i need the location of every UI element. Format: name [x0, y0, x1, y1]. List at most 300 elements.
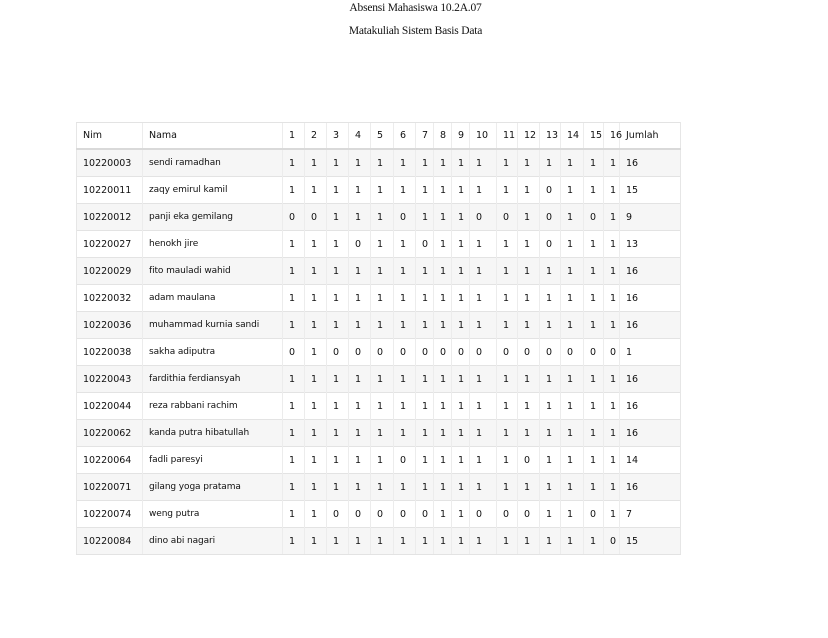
attendance-cell: 0: [416, 231, 434, 258]
attendance-cell: 1: [452, 420, 470, 447]
attendance-cell: 1: [327, 528, 349, 555]
report-title: Absensi Mahasiswa 10.2A.07: [349, 2, 482, 14]
attendance-cell: 1: [349, 177, 371, 204]
attendance-cell: 1: [604, 177, 620, 204]
attendance-cell: 1: [371, 149, 394, 177]
attendance-cell: 1: [470, 285, 497, 312]
attendance-cell: 1: [371, 528, 394, 555]
attendance-cell: 1: [394, 149, 416, 177]
attendance-cell: 1: [452, 149, 470, 177]
table-row: [77, 339, 681, 366]
attendance-cell: 1: [604, 366, 620, 393]
attendance-cell: 1: [394, 393, 416, 420]
table-row: [77, 231, 681, 258]
attendance-cell: 1: [416, 177, 434, 204]
attendance-cell: 1: [283, 501, 305, 528]
jumlah-cell: 16: [620, 420, 681, 447]
attendance-cell: 1: [371, 393, 394, 420]
attendance-cell: 1: [561, 366, 584, 393]
attendance-cell: 1: [561, 420, 584, 447]
attendance-cell: 1: [561, 177, 584, 204]
attendance-cell: 0: [470, 501, 497, 528]
attendance-cell: 1: [434, 231, 452, 258]
attendance-cell: 1: [604, 474, 620, 501]
jumlah-cell: 16: [620, 366, 681, 393]
attendance-cell: 1: [434, 149, 452, 177]
attendance-cell: 1: [452, 366, 470, 393]
attendance-cell: 1: [327, 366, 349, 393]
column-header-meeting-13: 13: [540, 123, 561, 150]
attendance-cell: 1: [452, 285, 470, 312]
attendance-cell: 1: [540, 393, 561, 420]
attendance-cell: 1: [497, 528, 518, 555]
column-header-meeting-2: 2: [305, 123, 327, 150]
attendance-cell: 1: [305, 149, 327, 177]
attendance-cell: 1: [327, 420, 349, 447]
attendance-cell: 1: [416, 474, 434, 501]
attendance-cell: 1: [561, 312, 584, 339]
attendance-cell: 1: [518, 312, 540, 339]
jumlah-cell: 16: [620, 474, 681, 501]
nim-cell: 10220029: [77, 258, 143, 285]
attendance-cell: 0: [604, 339, 620, 366]
attendance-cell: 1: [584, 447, 604, 474]
table-body: [77, 149, 681, 555]
jumlah-cell: 16: [620, 149, 681, 177]
column-header-meeting-5: 5: [371, 123, 394, 150]
attendance-cell: 1: [327, 285, 349, 312]
attendance-cell: 1: [327, 447, 349, 474]
attendance-cell: 0: [540, 231, 561, 258]
attendance-cell: 1: [604, 285, 620, 312]
attendance-cell: 1: [305, 447, 327, 474]
attendance-cell: 1: [371, 258, 394, 285]
attendance-cell: 1: [452, 204, 470, 231]
attendance-cell: 1: [394, 420, 416, 447]
attendance-cell: 1: [561, 285, 584, 312]
attendance-cell: 1: [434, 312, 452, 339]
attendance-cell: 1: [452, 258, 470, 285]
attendance-cell: 0: [604, 528, 620, 555]
table-row: [77, 204, 681, 231]
attendance-cell: 1: [604, 312, 620, 339]
attendance-cell: 0: [584, 501, 604, 528]
attendance-cell: 1: [540, 447, 561, 474]
table-row: [77, 177, 681, 204]
attendance-cell: 1: [283, 366, 305, 393]
attendance-cell: 1: [394, 366, 416, 393]
attendance-cell: 1: [518, 258, 540, 285]
attendance-cell: 1: [327, 231, 349, 258]
attendance-cell: 1: [561, 393, 584, 420]
attendance-cell: 1: [283, 447, 305, 474]
nama-cell: sakha adiputra: [143, 339, 283, 366]
attendance-cell: 0: [327, 339, 349, 366]
attendance-cell: 1: [394, 528, 416, 555]
attendance-cell: 1: [497, 474, 518, 501]
attendance-cell: 1: [584, 231, 604, 258]
attendance-cell: 1: [349, 149, 371, 177]
nim-cell: 10220027: [77, 231, 143, 258]
nim-cell: 10220012: [77, 204, 143, 231]
attendance-cell: 1: [561, 501, 584, 528]
attendance-cell: 0: [497, 204, 518, 231]
attendance-cell: 1: [470, 393, 497, 420]
attendance-cell: 1: [497, 231, 518, 258]
attendance-cell: 1: [371, 285, 394, 312]
attendance-cell: 1: [470, 474, 497, 501]
nim-cell: 10220036: [77, 312, 143, 339]
attendance-cell: 1: [518, 177, 540, 204]
nim-cell: 10220071: [77, 474, 143, 501]
column-header-meeting-3: 3: [327, 123, 349, 150]
attendance-cell: 1: [349, 366, 371, 393]
attendance-cell: 1: [283, 420, 305, 447]
table-row: [77, 149, 681, 177]
attendance-cell: 1: [283, 312, 305, 339]
attendance-cell: 0: [394, 339, 416, 366]
nama-cell: fito mauladi wahid: [143, 258, 283, 285]
attendance-cell: 1: [434, 447, 452, 474]
attendance-cell: 1: [416, 258, 434, 285]
attendance-cell: 0: [452, 339, 470, 366]
attendance-cell: 0: [497, 501, 518, 528]
attendance-cell: 1: [497, 366, 518, 393]
nama-cell: panji eka gemilang: [143, 204, 283, 231]
attendance-cell: 1: [561, 258, 584, 285]
jumlah-cell: 16: [620, 312, 681, 339]
attendance-cell: 0: [349, 501, 371, 528]
attendance-cell: 1: [305, 258, 327, 285]
nim-cell: 10220084: [77, 528, 143, 555]
attendance-cell: 1: [394, 231, 416, 258]
attendance-cell: 1: [434, 177, 452, 204]
attendance-cell: 0: [349, 231, 371, 258]
attendance-cell: 1: [283, 474, 305, 501]
attendance-cell: 1: [452, 312, 470, 339]
table-row: [77, 501, 681, 528]
nama-cell: fardithia ferdiansyah: [143, 366, 283, 393]
attendance-cell: 0: [540, 177, 561, 204]
column-header-nim: Nim: [77, 123, 143, 150]
nama-cell: muhammad kurnia sandi: [143, 312, 283, 339]
table-row: [77, 447, 681, 474]
attendance-cell: 1: [349, 285, 371, 312]
attendance-cell: 1: [416, 528, 434, 555]
attendance-cell: 0: [584, 339, 604, 366]
attendance-cell: 1: [371, 447, 394, 474]
attendance-cell: 0: [540, 204, 561, 231]
jumlah-cell: 13: [620, 231, 681, 258]
nama-cell: reza rabbani rachim: [143, 393, 283, 420]
attendance-cell: 1: [305, 312, 327, 339]
attendance-cell: 1: [327, 149, 349, 177]
attendance-cell: 1: [518, 149, 540, 177]
attendance-cell: 1: [540, 366, 561, 393]
attendance-cell: 1: [561, 231, 584, 258]
attendance-cell: 1: [604, 204, 620, 231]
attendance-cell: 1: [394, 258, 416, 285]
attendance-cell: 1: [518, 474, 540, 501]
attendance-cell: 1: [434, 420, 452, 447]
nama-cell: sendi ramadhan: [143, 149, 283, 177]
attendance-cell: 1: [349, 528, 371, 555]
attendance-cell: 1: [540, 474, 561, 501]
attendance-cell: 1: [518, 528, 540, 555]
attendance-cell: 1: [434, 258, 452, 285]
column-header-meeting-15: 15: [584, 123, 604, 150]
attendance-cell: 1: [416, 204, 434, 231]
jumlah-cell: 7: [620, 501, 681, 528]
table-row: [77, 258, 681, 285]
attendance-cell: 1: [470, 312, 497, 339]
attendance-cell: 0: [518, 339, 540, 366]
attendance-cell: 1: [371, 204, 394, 231]
attendance-cell: 1: [584, 258, 604, 285]
attendance-cell: 1: [452, 501, 470, 528]
table-row: [77, 366, 681, 393]
attendance-cell: 1: [452, 231, 470, 258]
attendance-cell: 0: [416, 501, 434, 528]
attendance-cell: 0: [561, 339, 584, 366]
attendance-cell: 1: [416, 447, 434, 474]
attendance-cell: 1: [470, 420, 497, 447]
table-header: [77, 123, 681, 150]
report-subtitle: Matakuliah Sistem Basis Data: [348, 25, 483, 37]
attendance-cell: 1: [434, 285, 452, 312]
attendance-cell: 0: [518, 447, 540, 474]
attendance-cell: 1: [434, 528, 452, 555]
attendance-cell: 1: [327, 204, 349, 231]
attendance-cell: 1: [561, 528, 584, 555]
attendance-cell: 1: [305, 285, 327, 312]
attendance-cell: 1: [434, 501, 452, 528]
attendance-cell: 1: [584, 393, 604, 420]
column-header-meeting-10: 10: [470, 123, 497, 150]
attendance-cell: 1: [416, 149, 434, 177]
attendance-cell: 0: [283, 339, 305, 366]
attendance-cell: 1: [470, 528, 497, 555]
attendance-cell: 1: [394, 177, 416, 204]
attendance-cell: 1: [349, 258, 371, 285]
attendance-cell: 0: [305, 204, 327, 231]
column-header-meeting-16: 16: [604, 123, 620, 150]
nim-cell: 10220074: [77, 501, 143, 528]
attendance-cell: 1: [604, 149, 620, 177]
attendance-cell: 1: [416, 312, 434, 339]
attendance-cell: 1: [434, 393, 452, 420]
nim-cell: 10220032: [77, 285, 143, 312]
attendance-cell: 1: [283, 177, 305, 204]
attendance-cell: 1: [470, 366, 497, 393]
attendance-cell: 1: [497, 447, 518, 474]
attendance-cell: 1: [584, 312, 604, 339]
attendance-cell: 1: [452, 447, 470, 474]
column-header-meeting-1: 1: [283, 123, 305, 150]
jumlah-cell: 15: [620, 177, 681, 204]
attendance-cell: 0: [584, 204, 604, 231]
nim-cell: 10220043: [77, 366, 143, 393]
nim-cell: 10220011: [77, 177, 143, 204]
jumlah-cell: 16: [620, 258, 681, 285]
attendance-cell: 1: [349, 393, 371, 420]
attendance-cell: 1: [518, 366, 540, 393]
jumlah-cell: 15: [620, 528, 681, 555]
attendance-cell: 1: [518, 420, 540, 447]
attendance-cell: 1: [497, 177, 518, 204]
nim-cell: 10220038: [77, 339, 143, 366]
nama-cell: zaqy emirul kamil: [143, 177, 283, 204]
attendance-cell: 1: [518, 204, 540, 231]
attendance-cell: 0: [470, 204, 497, 231]
attendance-cell: 0: [349, 339, 371, 366]
attendance-cell: 1: [540, 420, 561, 447]
attendance-cell: 1: [497, 312, 518, 339]
attendance-cell: 1: [604, 420, 620, 447]
nama-cell: adam maulana: [143, 285, 283, 312]
jumlah-cell: 16: [620, 393, 681, 420]
attendance-cell: 1: [327, 474, 349, 501]
attendance-cell: 1: [349, 447, 371, 474]
attendance-cell: 1: [305, 177, 327, 204]
attendance-cell: 0: [518, 501, 540, 528]
attendance-cell: 1: [497, 285, 518, 312]
attendance-cell: 1: [540, 149, 561, 177]
attendance-cell: 1: [305, 231, 327, 258]
attendance-cell: 1: [584, 149, 604, 177]
attendance-cell: 0: [434, 339, 452, 366]
attendance-cell: 1: [452, 393, 470, 420]
nim-cell: 10220003: [77, 149, 143, 177]
attendance-cell: 1: [283, 393, 305, 420]
nama-cell: henokh jire: [143, 231, 283, 258]
column-header-meeting-9: 9: [452, 123, 470, 150]
nama-cell: weng putra: [143, 501, 283, 528]
nim-cell: 10220062: [77, 420, 143, 447]
jumlah-cell: 16: [620, 285, 681, 312]
table-row: [77, 393, 681, 420]
attendance-cell: 1: [327, 393, 349, 420]
attendance-cell: 1: [561, 474, 584, 501]
attendance-cell: 1: [470, 258, 497, 285]
attendance-cell: 1: [452, 528, 470, 555]
attendance-cell: 1: [584, 528, 604, 555]
attendance-cell: 1: [518, 285, 540, 312]
attendance-cell: 0: [470, 339, 497, 366]
attendance-cell: 1: [470, 447, 497, 474]
attendance-cell: 1: [561, 447, 584, 474]
table-row: [77, 474, 681, 501]
attendance-cell: 1: [283, 528, 305, 555]
attendance-cell: 0: [394, 447, 416, 474]
attendance-cell: 0: [416, 339, 434, 366]
attendance-cell: 1: [518, 231, 540, 258]
table-row: [77, 312, 681, 339]
attendance-cell: 1: [349, 204, 371, 231]
attendance-cell: 1: [371, 177, 394, 204]
attendance-cell: 1: [416, 420, 434, 447]
attendance-cell: 1: [394, 474, 416, 501]
attendance-cell: 1: [497, 149, 518, 177]
table-row: [77, 420, 681, 447]
attendance-cell: 1: [540, 528, 561, 555]
attendance-cell: 1: [470, 177, 497, 204]
attendance-cell: 1: [540, 312, 561, 339]
column-header-meeting-4: 4: [349, 123, 371, 150]
nama-cell: kanda putra hibatullah: [143, 420, 283, 447]
attendance-cell: 1: [540, 501, 561, 528]
attendance-cell: 1: [604, 231, 620, 258]
attendance-cell: 1: [497, 393, 518, 420]
column-header-meeting-7: 7: [416, 123, 434, 150]
attendance-cell: 1: [283, 149, 305, 177]
attendance-cell: 1: [283, 285, 305, 312]
attendance-cell: 1: [584, 366, 604, 393]
attendance-cell: 0: [283, 204, 305, 231]
attendance-cell: 1: [394, 312, 416, 339]
attendance-cell: 1: [327, 177, 349, 204]
attendance-cell: 1: [518, 393, 540, 420]
attendance-cell: 1: [604, 501, 620, 528]
nama-cell: dino abi nagari: [143, 528, 283, 555]
column-header-jumlah: Jumlah: [620, 123, 681, 150]
attendance-cell: 1: [434, 474, 452, 501]
attendance-cell: 1: [283, 231, 305, 258]
attendance-cell: 1: [305, 420, 327, 447]
attendance-cell: 1: [604, 447, 620, 474]
jumlah-cell: 14: [620, 447, 681, 474]
attendance-cell: 1: [434, 366, 452, 393]
attendance-cell: 1: [452, 177, 470, 204]
attendance-cell: 1: [305, 528, 327, 555]
attendance-cell: 1: [540, 285, 561, 312]
attendance-cell: 1: [416, 366, 434, 393]
nama-cell: gilang yoga pratama: [143, 474, 283, 501]
attendance-cell: 1: [327, 312, 349, 339]
attendance-cell: 1: [305, 474, 327, 501]
attendance-cell: 1: [452, 474, 470, 501]
jumlah-cell: 1: [620, 339, 681, 366]
attendance-cell: 1: [416, 393, 434, 420]
attendance-cell: 1: [604, 393, 620, 420]
attendance-cell: 0: [497, 339, 518, 366]
table-row: [77, 528, 681, 555]
attendance-cell: 1: [371, 312, 394, 339]
table-row: [77, 285, 681, 312]
attendance-cell: 1: [349, 474, 371, 501]
attendance-cell: 1: [305, 366, 327, 393]
column-header-meeting-12: 12: [518, 123, 540, 150]
attendance-cell: 1: [561, 204, 584, 231]
jumlah-cell: 9: [620, 204, 681, 231]
attendance-cell: 1: [305, 339, 327, 366]
attendance-cell: 1: [584, 474, 604, 501]
attendance-cell: 0: [371, 501, 394, 528]
attendance-cell: 0: [540, 339, 561, 366]
column-header-meeting-6: 6: [394, 123, 416, 150]
attendance-cell: 1: [584, 177, 604, 204]
attendance-cell: 1: [394, 285, 416, 312]
attendance-cell: 0: [327, 501, 349, 528]
attendance-cell: 1: [371, 420, 394, 447]
attendance-cell: 1: [371, 366, 394, 393]
attendance-cell: 1: [470, 231, 497, 258]
nama-cell: fadli paresyi: [143, 447, 283, 474]
attendance-cell: 1: [561, 149, 584, 177]
column-header-nama: Nama: [143, 123, 283, 150]
attendance-cell: 1: [305, 501, 327, 528]
attendance-cell: 0: [371, 339, 394, 366]
